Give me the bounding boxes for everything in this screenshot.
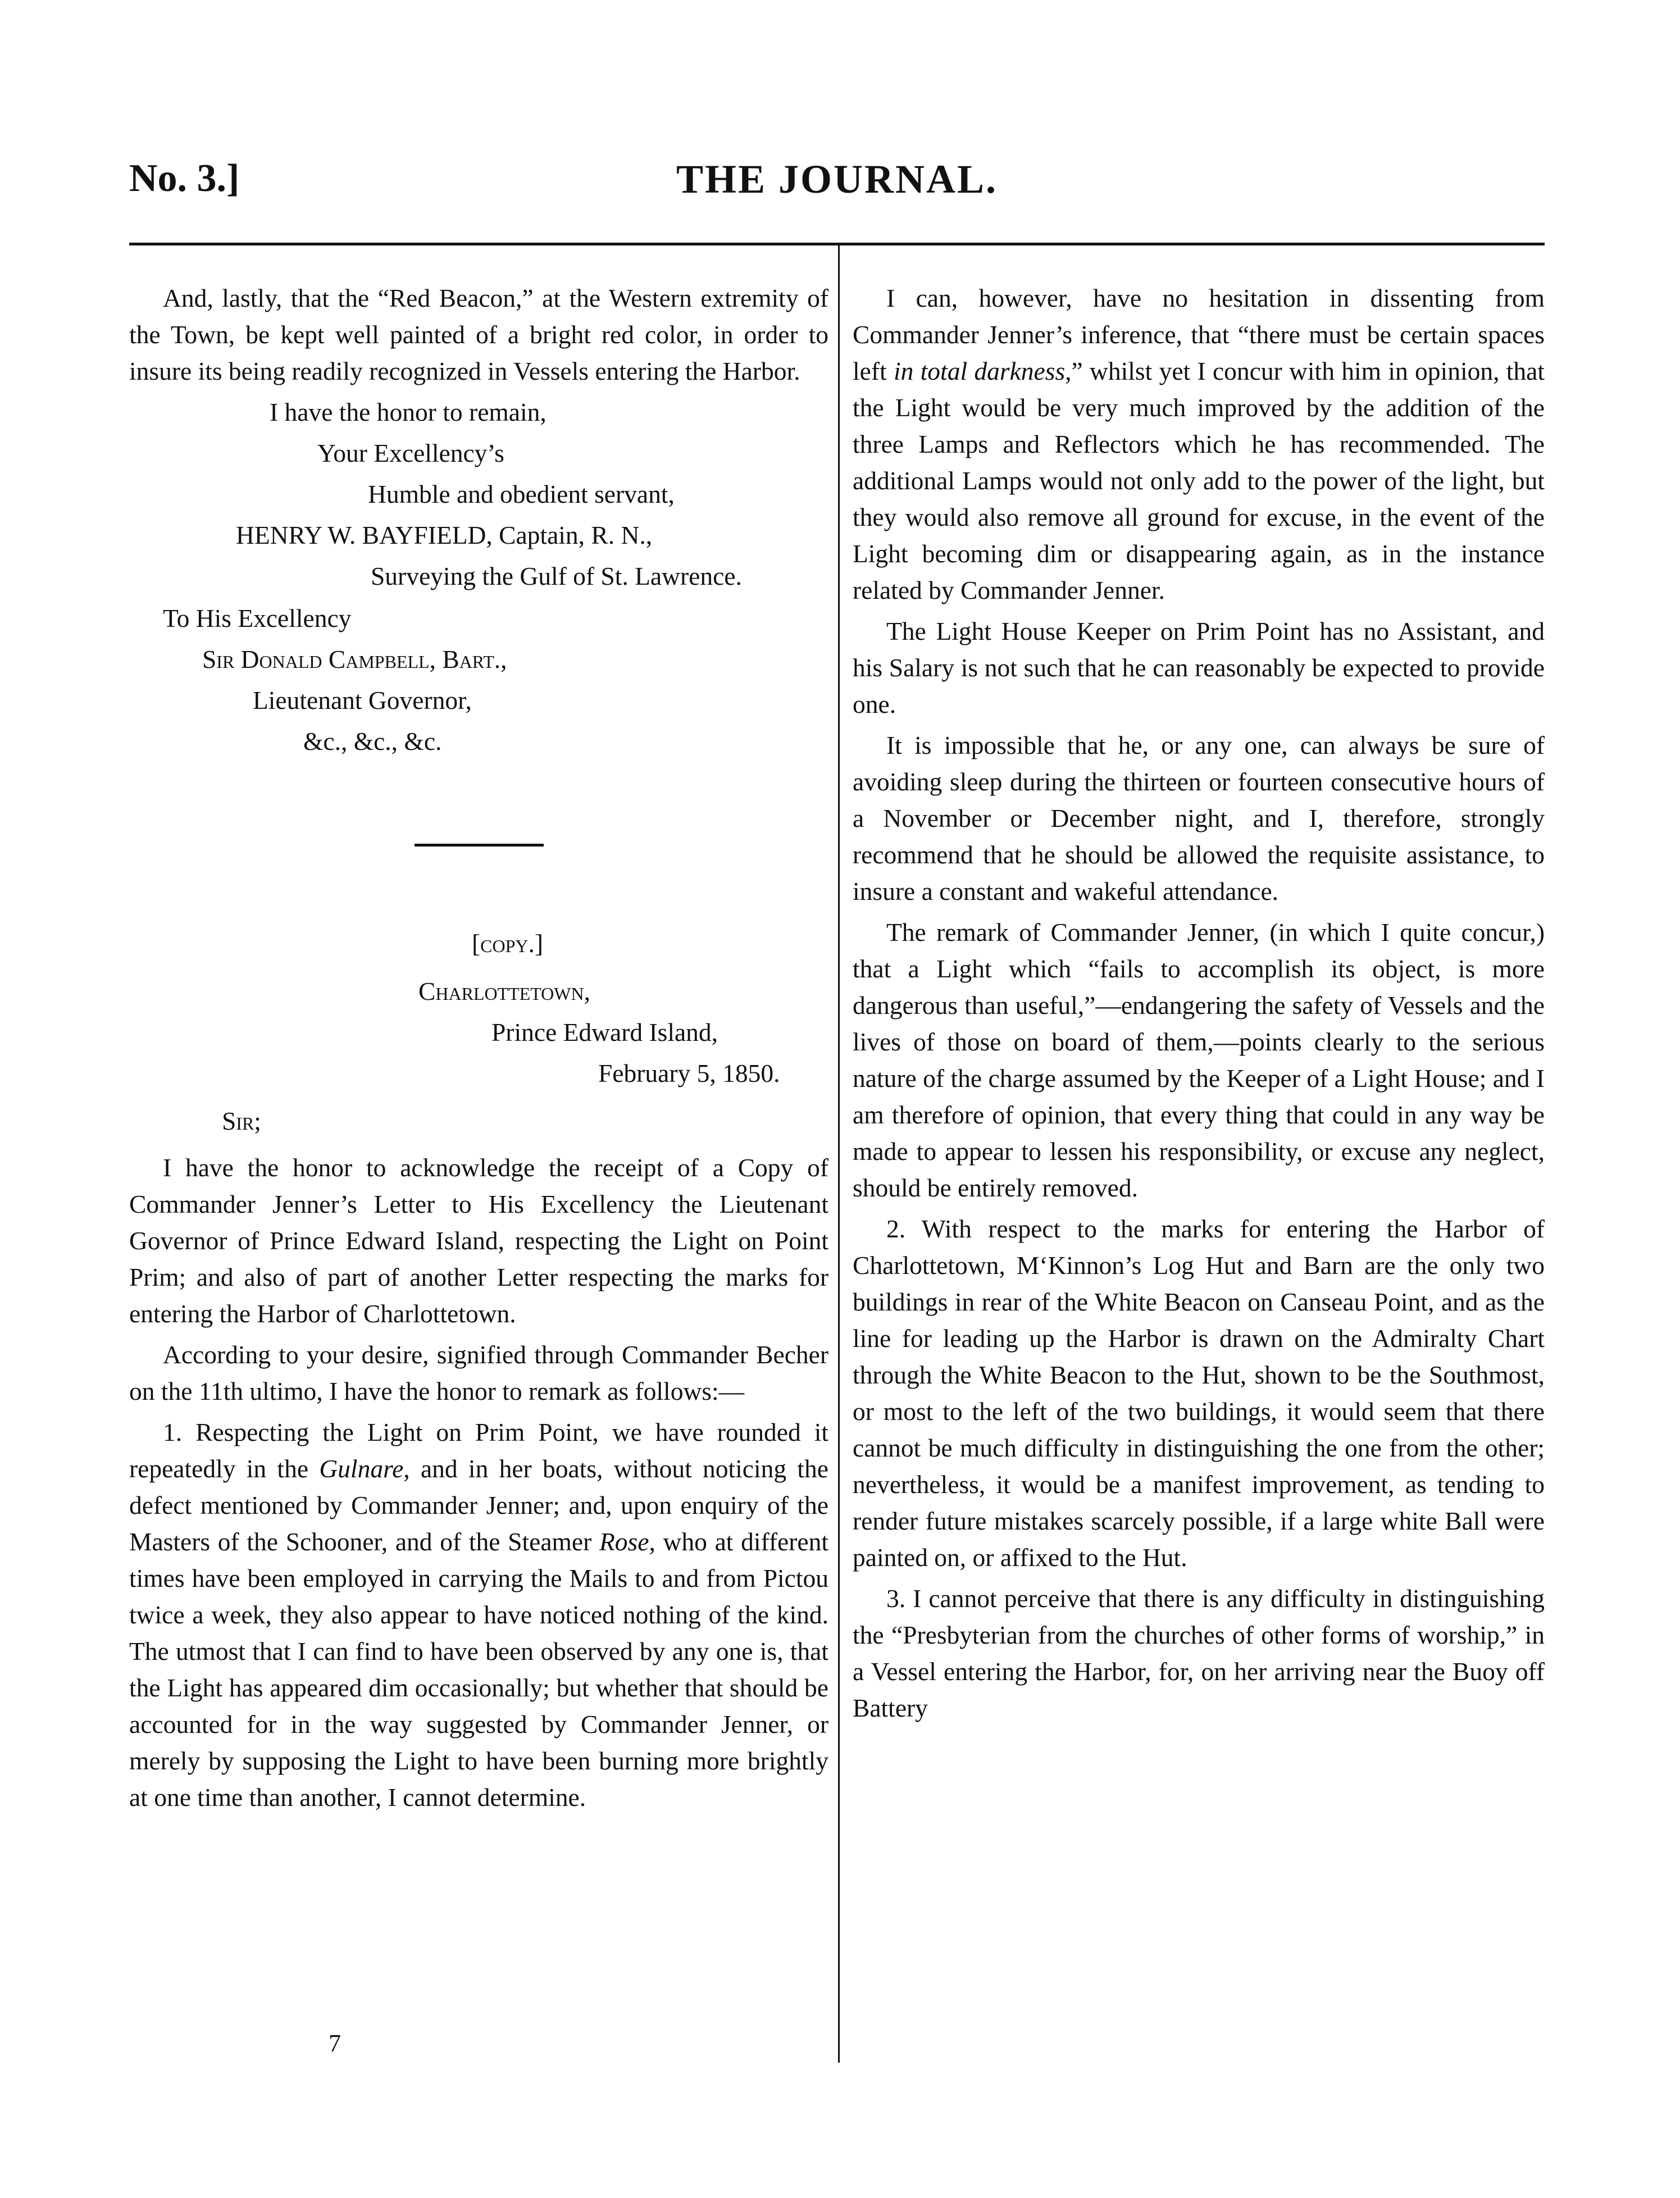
address-line: Lieutenant Governor, [253, 686, 472, 715]
paragraph-presbyterian: 3. I cannot perceive that there is any difficulty in distinguishing the “Presbyterian from the churches of other forms of worship,” in a Vessel entering the Harbor, for, on her arriving near the Buoy off Battery [853, 1584, 1545, 1722]
place-line: Charlottetown, [418, 977, 590, 1005]
letter-date: February 5, 1850. [598, 1059, 780, 1087]
paragraph-red-beacon: And, lastly, that the “Red Beacon,” at the Western extremity of the Town, be kept well painted of a bright red color, in order to insure its being readily recognized in Vessels entering the Harbor. [129, 284, 828, 385]
place-line: Prince Edward Island, [491, 1018, 718, 1046]
journal-title: THE JOURNAL. [676, 157, 998, 202]
paragraph-dangerous-light: The remark of Commander Jenner, (in which I quite concur,) that a Light which “fails to accomplish its object, is more dangerous than useful,”—endangering the safety of Vessels and the lives of those on board of them,—points clearly to the serious nature of the charge assumed by the Keeper of a Light House; and I am therefore of opinion, that every thing that could in any way be made to appear to lessen his responsibility, or excuse any neglect, should be entirely removed. [853, 918, 1545, 1202]
issue-number: No. 3.] [129, 157, 240, 200]
paragraph-light-prim-point: 1. Respecting the Light on Prim Point, we have rounded it repeatedly in the Gulnare, and in her boats, without noticing the defect mentioned by Commander Jenner; and, upon enquiry of the Masters of the Schooner, and of the Steamer Rose, who at different times have been employed in carrying the Mails to and from Pictou twice a week, they also appear to have noticed nothing of the kind. The utmost that I can find to have been observed by any one is, that the Light has appeared dim occasionally; but whether that should be accounted for in the way suggested by Commander Jenner, or merely by supposing the Light to have been burning more brightly at one time than another, I cannot determine. [129, 1418, 828, 1812]
closing-line: Your Excellency’s [317, 439, 504, 467]
signature-title: Surveying the Gulf of St. Lawrence. [371, 562, 742, 590]
column-divider [838, 243, 840, 2063]
salutation: Sir; [222, 1107, 261, 1135]
paragraph-sleep: It is impossible that he, or any one, can always be sure of avoiding sleep during the thirteen or fourteen consecutive hours of a November or December night, and I, therefore, strongly recommend that he should be allowed the requisite assistance, to insure a constant and wakeful attendance. [853, 731, 1545, 905]
emphasis-total-darkness: in total darkness [893, 357, 1066, 385]
closing-line: I have the honor to remain, [270, 398, 547, 426]
left-column [129, 280, 828, 1820]
address-line: Sir Donald Campbell, Bart., [202, 645, 507, 673]
address-line: &c., &c., &c. [303, 727, 442, 756]
letter-address [129, 600, 828, 759]
closing-line: Humble and obedient servant, [368, 480, 675, 508]
right-column [853, 280, 1545, 1731]
ship-name-gulnare: Gulnare [319, 1454, 404, 1483]
address-line: To His Excellency [163, 604, 352, 632]
paragraph-keeper-assistant: The Light House Keeper on Prim Point has no Assistant, and his Salary is not such that he can reasonably be expected to provide one. [853, 617, 1545, 718]
page-header [129, 156, 1545, 224]
section-separator [415, 844, 544, 847]
paragraph-desire: According to your desire, signified through Commander Becher on the 11th ultimo, I have the honor to remark as follows:— [129, 1340, 828, 1405]
signature-name: HENRY W. BAYFIELD, Captain, R. N., [236, 521, 653, 549]
page-number: 7 [329, 2029, 341, 2057]
copy-label: [copy.] [472, 929, 544, 958]
ship-name-rose: Rose [599, 1527, 649, 1556]
paragraph-dissent: I can, however, have no hesitation in dissenting from Commander Jenner’s inference, that “there must be certain spaces left in total darkness,” whilst yet I concur with him in opinion, that the Light would be very much improved by the addition of the three Lamps and Reflectors which he has recommended. The additional Lamps would not only add to the power of the light, but they would also remove all ground for excuse, in the event of the Light becoming dim or disappearing again, as in the instance related by Commander Jenner. [853, 284, 1545, 604]
header-rule [129, 243, 1545, 245]
paragraph-acknowledge: I have the honor to acknowledge the receipt of a Copy of Commander Jenner’s Letter to His Excellency the Lieutenant Governor of Prince Edward Island, respecting the Light on Point Prim; and also of part of another Letter respecting the marks for entering the Harbor of Charlottetown. [129, 1153, 828, 1328]
paragraph-harbor-marks: 2. With respect to the marks for entering the Harbor of Charlottetown, M‘Kinnon’s Log Hut and Barn are the only two buildings in rear of the White Beacon on Canseau Point, and as the line for leading up the Harbor is drawn on the Admiralty Chart through the White Beacon to the Hut, shown to be the Southmost, or most to the left of the two buildings, it would seem that there cannot be much difficulty in distinguishing the one from the other; nevertheless, it would be a manifest improvement, as tending to render future mistakes scarcely possible, if a large white Ball were painted on, or affixed to the Hut. [853, 1214, 1545, 1572]
letter-closing [129, 394, 828, 594]
